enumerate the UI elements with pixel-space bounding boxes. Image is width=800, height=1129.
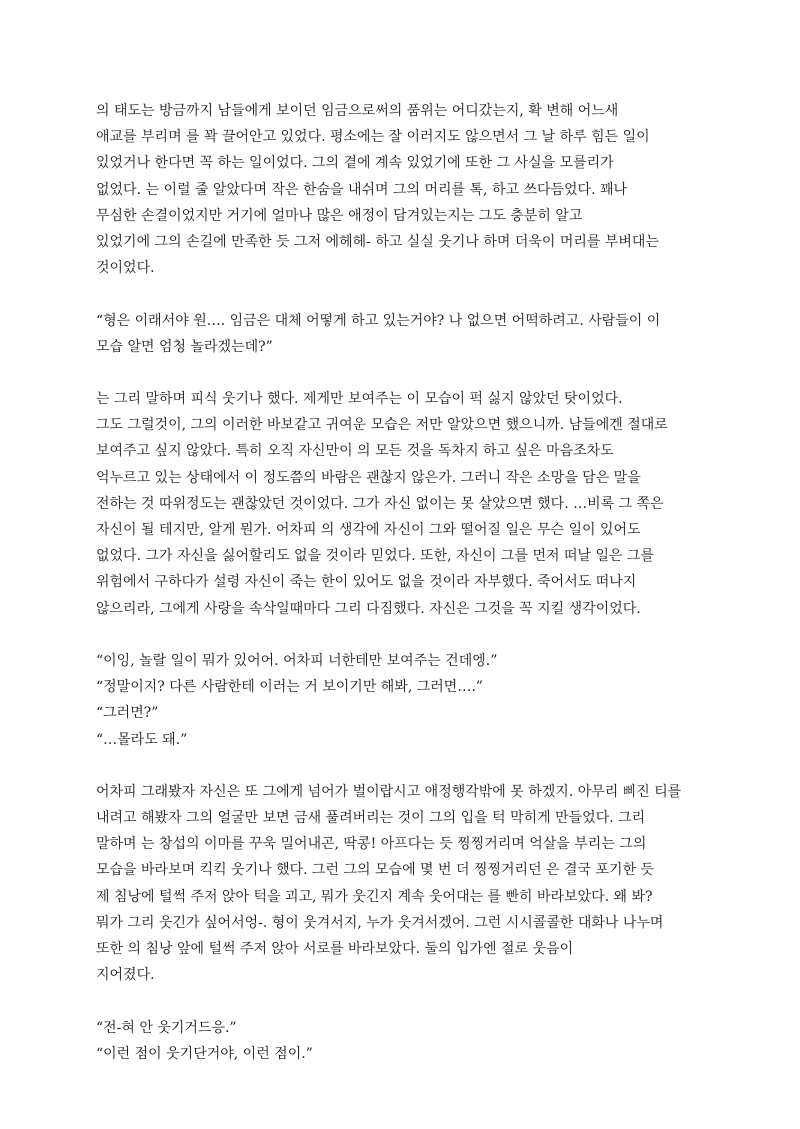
paragraph xyxy=(96,98,712,281)
text-line: 자신이 될 테지만, 알게 뭔가. 어차피 의 생각에 자신이 그와 떨어질 일은 무슨 일이 있어도 xyxy=(96,522,641,538)
paragraph-spacer xyxy=(96,622,712,648)
paragraph-spacer xyxy=(96,360,712,386)
text-line: 위험에서 구하다가 설령 자신이 죽는 한이 있어도 없을 것이라 자부했다. 죽어서도 떠나지 xyxy=(96,574,637,591)
text-line: 말하며 는 창섭의 이마를 꾸욱 밀어내곤, 딱콩! 아프다는 듯 찡찡거리며 억살을 부리는 그의 xyxy=(96,836,647,853)
text-line: 그도 그럴것이, 그의 이러한 바보같고 귀여운 모습은 저만 알았으면 했으니까. 남들에겐 절대로 xyxy=(96,417,668,434)
text-line: 제 침낭에 털썩 주저 앉아 턱을 괴고, 뭐가 웃긴지 계속 웃어대는 를 빤히 바라보았다. 왜 봐? xyxy=(96,888,653,905)
text-line: 않으리라, 그에게 사랑을 속삭일때마다 그리 다짐했다. 자신은 그것을 꼭 지킬 생각이었다. xyxy=(96,600,641,617)
dialogue-paragraph xyxy=(96,648,712,753)
text-line: 없었다. 는 이럴 줄 알았다며 작은 한숨을 내쉬며 그의 머리를 톡, 하고 쓰다듬었다. 꽤나 xyxy=(96,181,628,198)
text-line: “정말이지? 다른 사람한테 이러는 거 보이기만 해봐, 그러면….” xyxy=(96,679,483,696)
text-line: 는 그리 말하며 피식 웃기나 했다. 제게만 보여주는 이 모습이 퍽 싫지 않았던 탓이었다. xyxy=(96,391,623,408)
paragraph xyxy=(96,779,712,989)
text-line: 또한 의 침낭 앞에 털썩 주저 앉아 서로를 바라보았다. 둘의 입가엔 절로 웃음이 xyxy=(96,941,574,957)
text-line: “…몰라도 돼.” xyxy=(96,731,188,748)
text-line: 뭐가 그리 웃긴가 싶어서엉-. 형이 웃겨서지, 누가 웃겨서겠어. 그런 시시콜콜한 대화나 나누며 xyxy=(96,914,664,931)
text-line: 있었거나 한다면 꼭 하는 일이었다. 그의 곁에 계속 있었기에 또한 그 사실을 모를리가 xyxy=(96,155,614,172)
text-line: 애교를 부리며 를 꽉 끌어안고 있었다. 평소에는 잘 이러지도 않으면서 그 날 하루 힘든 일이 xyxy=(96,129,650,146)
text-line: “그러면?” xyxy=(96,705,159,722)
paragraph xyxy=(96,386,712,622)
text-line: 모습을 바라보며 킥킥 웃기나 했다. 그런 그의 모습에 몇 번 더 찡찡거리던 은 결국 포기한 듯 xyxy=(96,862,655,879)
text-line: “이런 점이 웃기단거야, 이런 점이.” xyxy=(96,1045,313,1062)
text-line: “이잉, 놀랄 일이 뭐가 있어어. 어차피 너한테만 보여주는 건데엥.” xyxy=(96,652,498,669)
dialogue-paragraph xyxy=(96,1015,712,1067)
document-body xyxy=(96,98,712,1067)
text-line: 지어졌다. xyxy=(96,967,155,984)
text-line: 모습 알면 엄청 놀라겠는데?” xyxy=(96,338,273,355)
text-line: “형은 이래서야 원…. 임금은 대체 어떻게 하고 있는거야? 나 없으면 어떡하려고. 사람들이 이 xyxy=(96,312,661,329)
paragraph-spacer xyxy=(96,988,712,1014)
text-line: 것이었다. xyxy=(96,260,155,277)
text-line: 억누르고 있는 상태에서 이 정도쯤의 바람은 괜찮지 않은가. 그러니 작은 소망을 담은 말을 xyxy=(96,469,641,486)
paragraph-spacer xyxy=(96,753,712,779)
text-line: 보여주고 싶지 않았다. 특히 오직 자신만이 의 모든 것을 독차지 하고 싶은 마음조차도 xyxy=(96,443,614,460)
text-line: 없었다. 그가 자신을 싫어할리도 없을 것이라 믿었다. 또한, 자신이 그를 먼저 떠날 일은 그를 xyxy=(96,548,655,565)
text-line: 전하는 것 따위정도는 괜찮았던 것이었다. 그가 자신 없이는 못 살았으면 했다. …비록 그 쪽은 xyxy=(96,495,664,512)
text-line: “전-혀 안 웃기거드응.” xyxy=(96,1019,237,1036)
text-line: 내려고 해봤자 그의 얼굴만 보면 금새 풀려버리는 것이 그의 입을 턱 막히게 만들었다. 그리 xyxy=(96,810,646,827)
dialogue-paragraph xyxy=(96,308,712,360)
text-line: 있었기에 그의 손길에 만족한 듯 그저 에헤헤- 하고 실실 웃기나 하며 더욱이 머리를 부벼대는 xyxy=(96,233,659,250)
text-line: 무심한 손결이었지만 거기에 얼마나 많은 애정이 담겨있는지는 그도 충분히 알고 xyxy=(96,207,583,224)
text-line: 어차피 그래봤자 자신은 또 그에게 넘어가 벌이랍시고 애정행각밖에 못 하겠지. 아무리 삐진 티를 xyxy=(96,783,682,800)
paragraph-spacer xyxy=(96,281,712,307)
text-line: 의 태도는 방금까지 남들에게 보이던 임금으로써의 품위는 어디갔는지, 확 변해 어느새 xyxy=(96,103,619,119)
